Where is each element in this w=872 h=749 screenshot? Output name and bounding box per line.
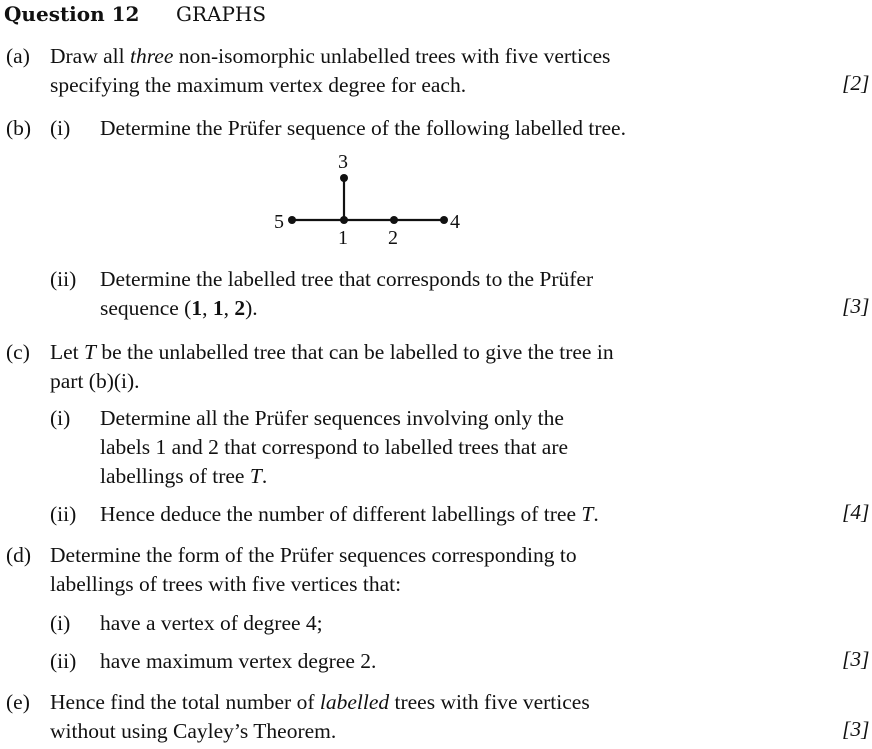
part-e-marks: [3] xyxy=(842,717,870,741)
part-c-i-label: (i) xyxy=(50,406,71,430)
tree-label-4: 4 xyxy=(450,211,460,233)
part-b-i-label: (i) xyxy=(50,116,71,140)
part-e-label: (e) xyxy=(6,690,30,714)
part-b-i-text: Determine the Prüfer sequence of the following labelled tree. xyxy=(100,116,626,140)
part-b-ii-label: (ii) xyxy=(50,267,77,291)
part-d-label: (d) xyxy=(6,543,32,567)
part-a-line-2: specifying the maximum vertex degree for each. xyxy=(50,73,467,97)
part-d-marks: [3] xyxy=(842,647,870,671)
labelled-tree-diagram xyxy=(260,148,480,256)
part-d-i-text: have a vertex of degree 4; xyxy=(100,611,323,635)
part-a-line-1: Draw all three non-isomorphic unlabelled trees with five vertices xyxy=(50,44,611,68)
part-c-line-2: part (b)(i). xyxy=(50,369,140,393)
part-b-label: (b) xyxy=(6,116,32,140)
tree-label-1: 1 xyxy=(338,227,348,249)
part-d-line-2: labellings of trees with five vertices that: xyxy=(50,572,402,596)
tree-vertex-3 xyxy=(340,174,348,182)
tree-label-3: 3 xyxy=(338,151,348,173)
part-a-marks: [2] xyxy=(842,71,870,95)
part-c-ii-label: (ii) xyxy=(50,502,77,526)
part-d-ii-text: have maximum vertex degree 2. xyxy=(100,649,377,673)
part-b-ii-line-2: sequence (1, 1, 2). xyxy=(100,296,258,320)
question-number: Question 12 xyxy=(4,2,140,26)
part-e-line-2: without using Cayley’s Theorem. xyxy=(50,719,337,743)
part-d-ii-label: (ii) xyxy=(50,649,77,673)
tree-label-5: 5 xyxy=(274,211,284,233)
part-b-ii-line-1: Determine the labelled tree that corresponds to the Prüfer xyxy=(100,267,594,291)
part-c-marks: [4] xyxy=(842,500,870,524)
part-e-line-1: Hence find the total number of labelled trees with five vertices xyxy=(50,690,590,714)
part-c-i-line-2: labels 1 and 2 that correspond to labelled trees that are xyxy=(100,435,569,459)
part-c-label: (c) xyxy=(6,340,30,364)
part-a-label: (a) xyxy=(6,44,30,68)
tree-label-2: 2 xyxy=(388,227,398,249)
part-c-i-line-3: labellings of tree T. xyxy=(100,464,268,488)
part-d-line-1: Determine the form of the Prüfer sequences corresponding to xyxy=(50,543,577,567)
tree-vertex-1 xyxy=(340,216,348,224)
tree-vertex-2 xyxy=(390,216,398,224)
part-d-i-label: (i) xyxy=(50,611,71,635)
part-c-line-1: Let T be the unlabelled tree that can be labelled to give the tree in xyxy=(50,340,614,364)
part-b-marks: [3] xyxy=(842,294,870,318)
tree-vertex-4 xyxy=(440,216,448,224)
part-c-ii-text: Hence deduce the number of different labellings of tree T. xyxy=(100,502,599,526)
tree-vertex-5 xyxy=(288,216,296,224)
question-topic: GRAPHS xyxy=(176,2,267,26)
part-c-i-line-1: Determine all the Prüfer sequences involving only the xyxy=(100,406,564,430)
